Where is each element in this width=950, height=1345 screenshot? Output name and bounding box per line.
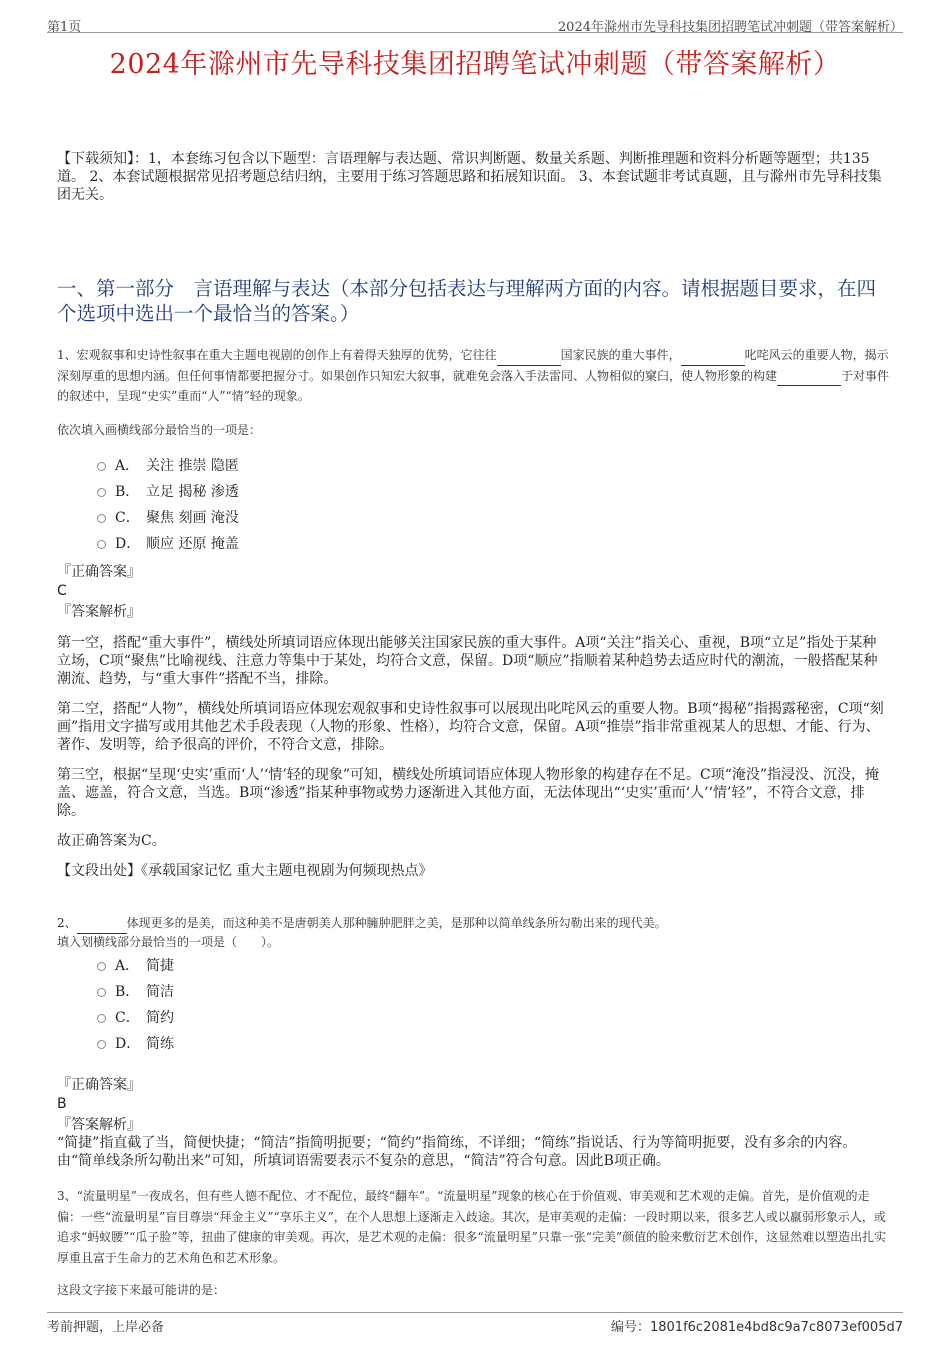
option-key: C．	[115, 1010, 140, 1026]
footer-code	[611, 1316, 903, 1335]
code-value: 1801f6c2081e4bd8c9a7c8073ef005d7	[649, 1320, 903, 1335]
option-text: 顺应 还原 掩盖	[146, 536, 239, 552]
explain-paragraph: 第一空，搭配“重大事件”，横线处所填词语应体现出能够关注国家民族的重大事件。A项“关注”指关心、重视，B项“立足”指处于某种立场，C项“聚焦”比喻视线、注意力等集中于某处，均符合文意，保留。D项“顺应”指顺着某种趋势去适应时代的潮流，一般搭配某种潮流、趋势，与“重大事件”搭配不当，排除。	[57, 635, 878, 687]
download-notice: 【下载须知】：1，本套练习包含以下题型：言语理解与表达题、常识判断题、数量关系题、判断推理题和资料分析题等题型；共135道。 2、本套试题根据常见招考题总结归纳，主要用于练习答题思路和拓展知识面。 3、本套试题非考试真题，且与滁州市先导科技集团无关。	[57, 151, 882, 203]
q1-text-4: 于对事件的叙述中，呈现“史实”重而“人”“情”轻的现象。	[57, 368, 890, 403]
q1-explain-label: 『答案解析』	[57, 604, 141, 620]
option-text: 立足 揭秘 渗透	[146, 484, 239, 500]
radio-icon[interactable]	[97, 488, 106, 497]
option-key: D．	[115, 536, 141, 552]
explain-paragraph: 第三空，根据“呈现‘史实’重而‘人’‘情’轻的现象”可知，横线处所填词语应体现人物形象的构建存在不足。C项“淹没”指浸没、沉没，掩盖、遮盖，符合文意，当选。B项“渗透”指某种事物或势力逐渐进入其他方面，无法体现出“‘史实’重而‘人’‘情’轻”，不符合文意，排除。	[57, 767, 880, 819]
option-text: 简约	[146, 1010, 174, 1026]
explain-paragraph: 故正确答案为C。	[57, 833, 166, 849]
option-d[interactable]	[97, 531, 239, 557]
q1-prompt: 依次填入画横线部分最恰当的一项是：	[57, 423, 262, 437]
source-citation: 【文段出处】《承载国家记忆 重大主题电视剧为何频现热点》	[57, 863, 433, 879]
question-3: 3、“流量明星”一夜成名，但有些人德不配位、才不配位，最终“翻车”。“流量明星”现象的核心在于价值观、审美观和艺术观的走偏。首先，是价值观的走偏：一些“流量明星”盲目尊崇“拜金主义”“享乐主义”，在个人思想上逐渐走入歧途。其次，是审美观的走偏：一段时期以来，很多艺人或以羸弱形象示人，或追求“蚂蚁腰”“瓜子脸”等，扭曲了健康的审美观。再次，是艺术观的走偏：很多“流量明星”只靠一张“完美”颜值的脸来敷衍艺术创作，这显然难以塑造出扎实厚重且富于生命力的艺术角色和艺术形象。	[57, 1189, 887, 1265]
q1-text-2: 国家民族的重大事件，	[560, 348, 681, 362]
radio-icon[interactable]	[97, 962, 106, 971]
option-text: 关注 推崇 隐匿	[146, 458, 239, 474]
q2-answer: B	[57, 1096, 67, 1112]
option-b[interactable]	[97, 479, 239, 505]
option-c[interactable]	[97, 505, 239, 531]
explain-paragraph: 第二空，搭配“人物”，横线处所填词语应体现宏观叙事和史诗性叙事可以展现出叱咤风云的重要人物。B项“揭秘”指揭露秘密，C项“刻画”指用文字描写或用其他艺术手段表现（人物的形象、性格），均符合文意，保留。A项“推崇”指非常重视某人的思想、才能、行为、著作、发明等，给予很高的评价，不符合文意，排除。	[57, 701, 884, 753]
q2-answer-label: 『正确答案』	[57, 1077, 141, 1093]
radio-icon[interactable]	[97, 462, 106, 471]
option-key: A．	[115, 458, 140, 474]
option-c[interactable]	[97, 1005, 174, 1031]
q2-explanation: “简捷”指直截了当，简便快捷；“简洁”指简明扼要；“简约”指简练，不详细；“简练”指说话、行为等简明扼要，没有多余的内容。由“简单线条所勾勒出来”可知，所填词语需要表示不复杂的意思，“简洁”符合句意。因此B项正确。	[57, 1135, 857, 1169]
q2-explain-label: 『答案解析』	[57, 1117, 141, 1133]
option-key: A．	[115, 958, 140, 974]
radio-icon[interactable]	[97, 1040, 106, 1049]
q3-prompt: 这段文字接下来最可能讲的是：	[57, 1283, 226, 1297]
radio-icon[interactable]	[97, 988, 106, 997]
option-key: B．	[115, 984, 140, 1000]
option-text: 简捷	[146, 958, 174, 974]
radio-icon[interactable]	[97, 540, 106, 549]
q1-options	[97, 453, 239, 557]
option-key: C．	[115, 510, 140, 526]
option-a[interactable]	[97, 453, 239, 479]
q1-answer: C	[57, 583, 67, 599]
q2-text: 体现更多的是美，而这种美不是唐朝美人那种臃肿肥胖之美，是那种以简单线条所勾勒出来的现代美。	[126, 916, 667, 930]
answer-blank	[497, 352, 561, 366]
q1-text-3: 叱咤风云的重要人物，揭示深刻厚重的思想内涵。但任何事情都要把握分寸。如果创作只知宏大叙事，就难免会落入手法雷同、人物相似的窠臼，使人物形象的构建	[57, 348, 889, 383]
page-header	[47, 8, 903, 33]
radio-icon[interactable]	[97, 1014, 106, 1023]
option-b[interactable]	[97, 979, 174, 1005]
option-a[interactable]	[97, 953, 174, 979]
option-key: D．	[115, 1036, 141, 1052]
page-footer	[47, 1312, 903, 1335]
radio-icon[interactable]	[97, 514, 106, 523]
q2-number: 2、	[57, 916, 77, 930]
option-key: B．	[115, 484, 140, 500]
document-title: 2024年滁州市先导科技集团招聘笔试冲刺题（带答案解析）	[109, 49, 841, 80]
q2-options	[97, 953, 174, 1057]
option-d[interactable]	[97, 1031, 174, 1057]
option-text: 聚焦 刻画 淹没	[146, 510, 239, 526]
option-text: 简练	[146, 1036, 174, 1052]
q1-explanation	[57, 634, 890, 892]
q2-prompt: 填入划横线部分最恰当的一项是（ ）。	[57, 935, 280, 949]
code-label: 编号：	[610, 1320, 650, 1335]
header-doc-title: 2024年滁州市先导科技集团招聘笔试冲刺题（带答案解析）	[557, 20, 903, 35]
question-1	[57, 345, 890, 407]
page-number: 第1页	[47, 20, 82, 35]
q1-answer-label: 『正确答案』	[57, 564, 141, 580]
question-2	[57, 913, 890, 934]
answer-blank	[777, 372, 841, 386]
section-heading: 一、第一部分 言语理解与表达（本部分包括表达与理解两方面的内容。请根据题目要求，在四个选项中选出一个最恰当的答案。）	[57, 277, 877, 325]
q1-text-1: 1、宏观叙事和史诗性叙事在重大主题电视剧的创作上有着得天独厚的优势，它往往	[57, 348, 497, 362]
answer-blank	[681, 352, 745, 366]
option-text: 简洁	[146, 984, 174, 1000]
footer-slogan: 考前押题，上岸必备	[47, 1320, 165, 1335]
